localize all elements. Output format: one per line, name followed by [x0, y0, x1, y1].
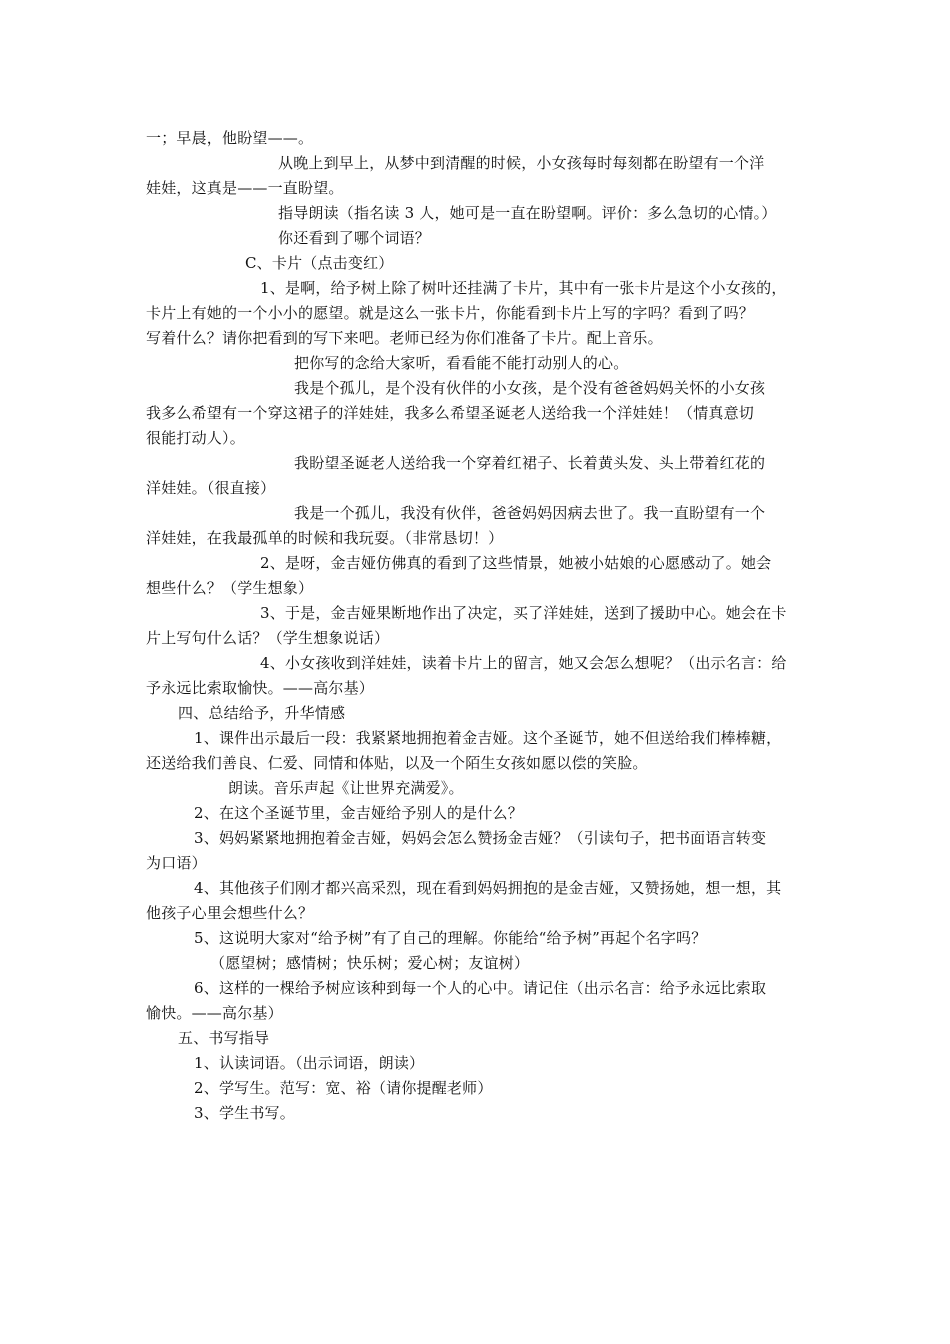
text-line: 4、其他孩子们刚才都兴高采烈，现在看到妈妈拥抱的是金吉娅，又赞扬她，想一想，其 — [194, 879, 782, 897]
text-line: 3、学生书写。 — [194, 1104, 295, 1122]
text-line: 片上写句什么话？（学生想象说话） — [146, 629, 390, 647]
text-line: 1、认读词语。（出示词语，朗读） — [194, 1054, 425, 1072]
text-line: 2、是呀，金吉娅仿佛真的看到了这些情景，她被小姑娘的心愿感动了。她会 — [260, 554, 772, 572]
text-line: 洋娃娃，在我最孤单的时候和我玩耍。（非常恳切！） — [146, 529, 504, 547]
text-line: 写着什么？请你把看到的写下来吧。老师已经为你们准备了卡片。配上音乐。 — [146, 329, 663, 347]
text-line: 愉快。——高尔基） — [146, 1004, 283, 1022]
section-heading: 四、总结给予，升华情感 — [178, 704, 346, 722]
text-line: 我是个孤儿，是个没有伙伴的小女孩，是个没有爸爸妈妈关怀的小女孩 — [294, 379, 766, 397]
text-line: 1、课件出示最后一段：我紧紧地拥抱着金吉娅。这个圣诞节，她不但送给我们棒棒糖， — [194, 729, 782, 747]
text-line: 你还看到了哪个词语？ — [278, 229, 431, 247]
text-line: 我多么希望有一个穿这裙子的洋娃娃，我多么希望圣诞老人送给我一个洋娃娃！（情真意切 — [146, 404, 755, 422]
text-line: 朗读。音乐声起《让世界充满爱》。 — [228, 779, 464, 797]
text-line: 5、这说明大家对“给予树”有了自己的理解。你能给“给予树”再起个名字吗？ — [194, 929, 707, 947]
text-line: 洋娃娃。（很直接） — [146, 479, 276, 497]
section-heading: 五、书写指导 — [178, 1029, 270, 1047]
text-line: 把你写的念给大家听，看看能不能打动别人的心。 — [294, 354, 629, 372]
text-line: 他孩子心里会想些什么？ — [146, 904, 314, 922]
text-line: 1、是啊，给予树上除了树叶还挂满了卡片，其中有一张卡片是这个小女孩的， — [260, 279, 787, 297]
text-line: 还送给我们善良、仁爱、同情和体贴，以及一个陌生女孩如愿以偿的笑脸。 — [146, 754, 648, 772]
text-line: 3、于是，金吉娅果断地作出了决定，买了洋娃娃，送到了援助中心。她会在卡 — [260, 604, 787, 622]
text-line: 卡片上有她的一个小小的愿望。就是这么一张卡片，你能看到卡片上写的字吗？看到了吗？ — [146, 304, 755, 322]
text-line: 一；早晨，他盼望——。 — [146, 129, 314, 147]
section-heading: C、卡片（点击变红） — [245, 254, 394, 272]
text-line: 娃娃，这真是——一直盼望。 — [146, 179, 344, 197]
text-line: 予永远比索取愉快。——高尔基） — [146, 679, 375, 697]
text-line: 我是一个孤儿，我没有伙伴，爸爸妈妈因病去世了。我一直盼望有一个 — [294, 504, 766, 522]
text-line: 4、小女孩收到洋娃娃，读着卡片上的留言，她又会怎么想呢？（出示名言：给 — [260, 654, 787, 672]
text-line: 2、在这个圣诞节里，金吉娅给予别人的是什么？ — [194, 804, 523, 822]
text-line: 从晚上到早上，从梦中到清醒的时候，小女孩每时每刻都在盼望有一个洋 — [278, 154, 765, 172]
text-line: 为口语） — [146, 854, 207, 872]
text-line: 很能打动人）。 — [146, 429, 245, 447]
text-line: 指导朗读（指名读 3 人，她可是一直在盼望啊。评价：多么急切的心情。） — [278, 204, 777, 222]
text-line: 6、这样的一棵给予树应该种到每一个人的心中。请记住（出示名言：给予永远比索取 — [194, 979, 767, 997]
text-line: 3、妈妈紧紧地拥抱着金吉娅，妈妈会怎么赞扬金吉娅？（引读句子，把书面语言转变 — [194, 829, 767, 847]
text-line: 2、学写生。范写：宽、裕（请你提醒老师） — [194, 1079, 493, 1097]
text-line: 我盼望圣诞老人送给我一个穿着红裙子、长着黄头发、头上带着红花的 — [294, 454, 766, 472]
text-line: 想些什么？（学生想象） — [146, 579, 314, 597]
text-line: （愿望树；感情树；快乐树；爱心树；友谊树） — [210, 954, 530, 972]
